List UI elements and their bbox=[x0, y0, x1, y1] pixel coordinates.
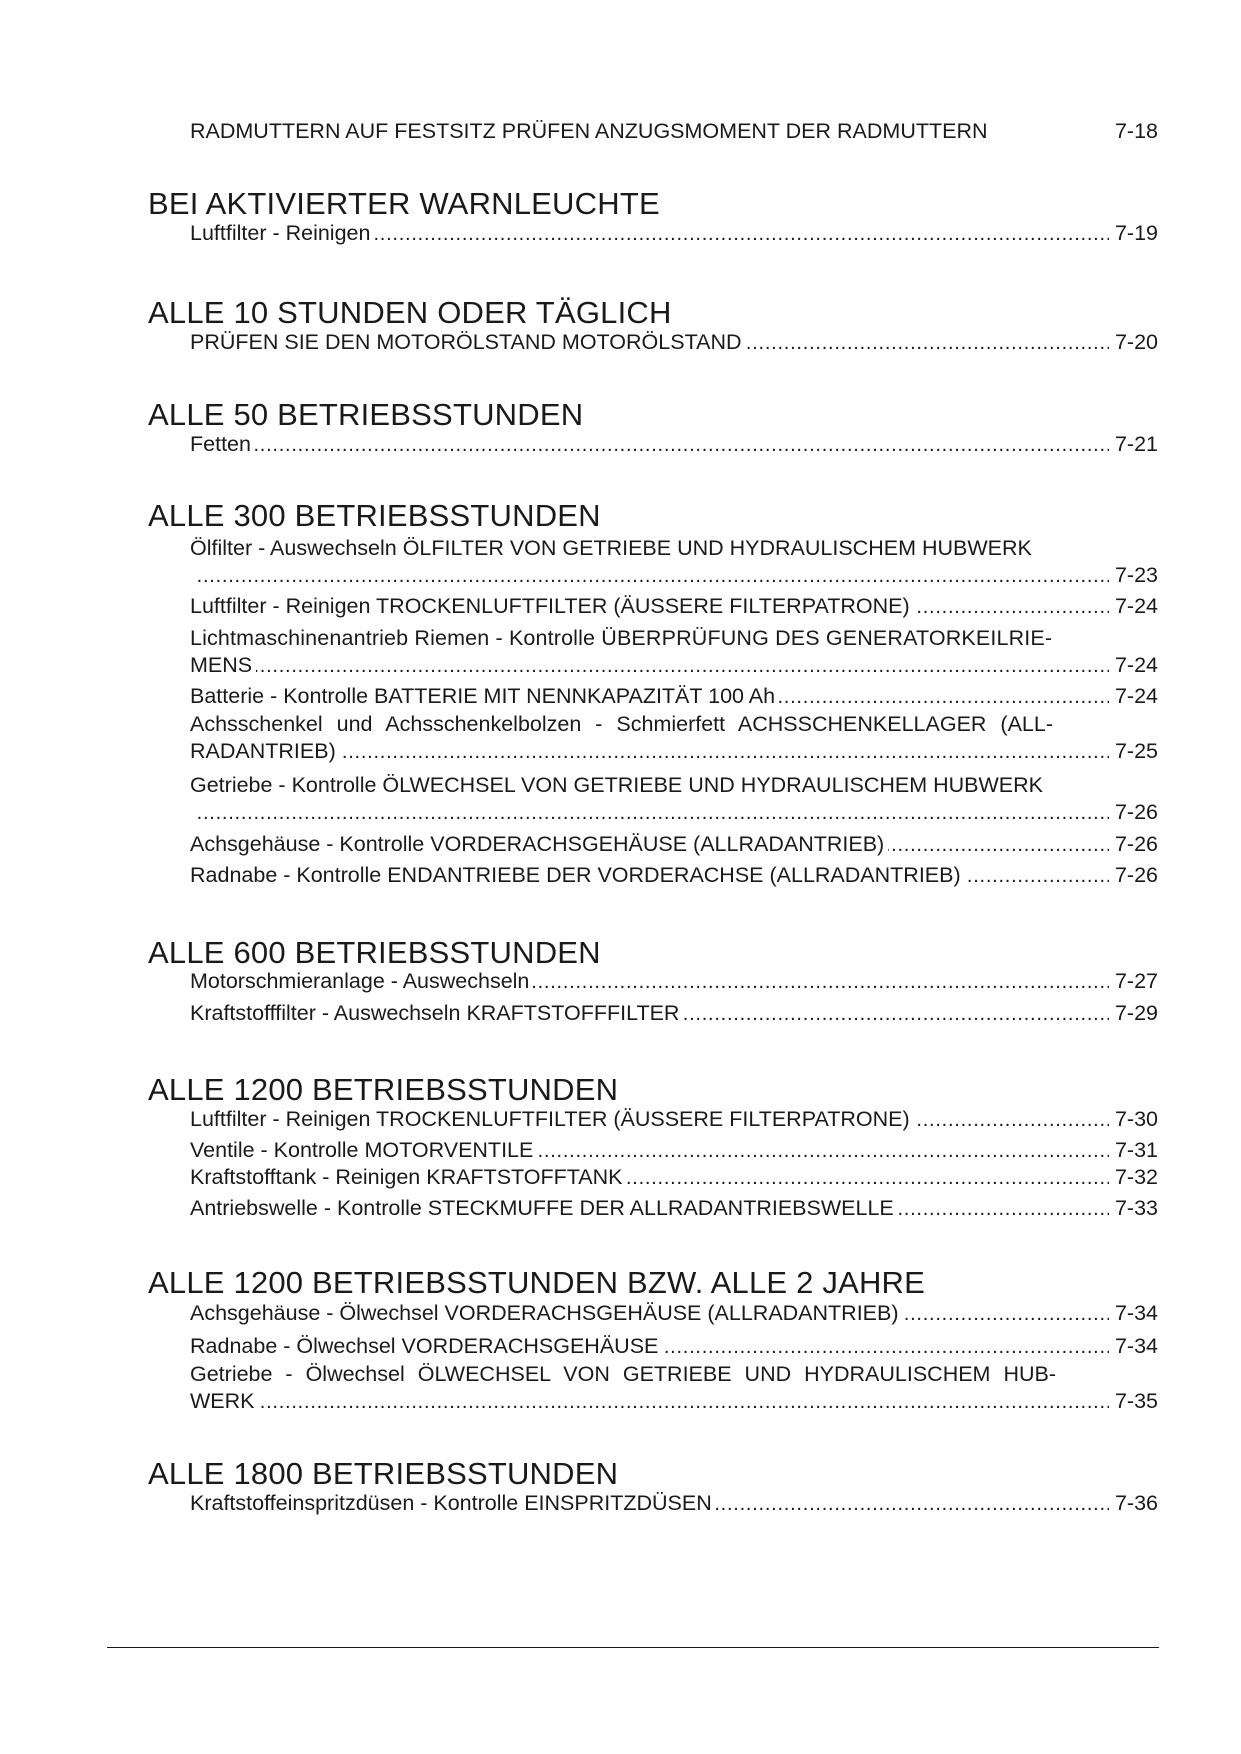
toc-entry[interactable] bbox=[190, 1333, 1158, 1360]
toc-entry[interactable] bbox=[190, 535, 1158, 589]
toc-entry-page: 7-24 bbox=[1114, 684, 1158, 708]
toc-entry[interactable] bbox=[190, 1000, 1158, 1027]
toc-entry-text: Radnabe - Kontrolle ENDANTRIEBE DER VORDERACHSE (ALLRADANTRIEB) bbox=[190, 863, 961, 887]
dot-leader bbox=[374, 221, 1109, 248]
toc-entry-text: WERK bbox=[190, 1389, 255, 1413]
toc-entry-text: Batterie - Kontrolle BATTERIE MIT NENNKAPAZITÄT 100 Ah bbox=[190, 684, 776, 708]
toc-entry[interactable] bbox=[190, 831, 1158, 858]
toc-entry[interactable] bbox=[190, 862, 1158, 889]
toc-entry-page: 7-20 bbox=[1114, 330, 1158, 354]
toc-entry-text: Kraftstofftank - Reinigen KRAFTSTOFFTANK bbox=[190, 1165, 623, 1189]
toc-entry-page: 7-36 bbox=[1114, 1491, 1158, 1515]
dot-leader bbox=[965, 863, 1109, 890]
toc-entry-page: 7-26 bbox=[1114, 863, 1158, 887]
section-title-300-betriebsstunden: ALLE 300 BETRIEBSSTUNDEN bbox=[148, 498, 601, 533]
toc-entry-text: Luftfilter - Reinigen TROCKENLUFTFILTER (ÄUSSERE FILTERPATRONE) bbox=[190, 594, 910, 618]
dot-leader bbox=[340, 739, 1109, 766]
toc-entry[interactable] bbox=[190, 593, 1158, 620]
toc-entry-text: MENS bbox=[190, 653, 253, 677]
toc-entry-text: Antriebswelle - Kontrolle STECKMUFFE DER ALLRADANTRIEBSWELLE bbox=[190, 1196, 894, 1220]
toc-entry-page: 7-24 bbox=[1114, 653, 1158, 677]
toc-entry-radmuttern[interactable] bbox=[190, 118, 1158, 145]
toc-entry[interactable] bbox=[190, 1164, 1158, 1191]
footer-rule bbox=[107, 1647, 1159, 1648]
toc-entry-page: 7-27 bbox=[1114, 969, 1158, 993]
toc-entry[interactable] bbox=[190, 711, 1158, 765]
dot-leader bbox=[256, 653, 1109, 680]
section-title-50-betriebsstunden: ALLE 50 BETRIEBSSTUNDEN bbox=[148, 397, 584, 432]
toc-entry[interactable] bbox=[190, 625, 1158, 679]
toc-entry-line1: Lichtmaschinenantrieb Riemen - Kontrolle ÜBERPRÜFUNG DES GENERATORKEILRIE- bbox=[190, 626, 1053, 650]
dot-leader bbox=[683, 1001, 1108, 1028]
toc-entry[interactable] bbox=[190, 968, 1158, 995]
toc-entry[interactable] bbox=[190, 1137, 1158, 1164]
toc-entry-text: Achsgehäuse - Ölwechsel VORDERACHSGEHÄUSE (ALLRADANTRIEB) bbox=[190, 1301, 899, 1325]
dot-leader bbox=[627, 1165, 1109, 1192]
toc-entry-row bbox=[190, 118, 1158, 145]
toc-entry-page: 7-34 bbox=[1114, 1334, 1158, 1358]
toc-entry-page: 7-31 bbox=[1114, 1138, 1158, 1162]
toc-entry[interactable] bbox=[190, 220, 1158, 247]
dot-leader bbox=[196, 800, 1109, 827]
toc-entry-text: Kraftstofffilter - Auswechseln KRAFTSTOFFFILTER bbox=[190, 1001, 680, 1025]
dot-leader bbox=[196, 563, 1109, 590]
toc-entry-page: 7-33 bbox=[1114, 1196, 1158, 1220]
toc-entry-text: PRÜFEN SIE DEN MOTORÖLSTAND MOTORÖLSTAND bbox=[190, 330, 742, 354]
toc-entry-page: 7-29 bbox=[1114, 1001, 1158, 1025]
toc-entry-line1: Ölfilter - Auswechseln ÖLFILTER VON GETRIEBE UND HYDRAULISCHEM HUBWERK bbox=[190, 536, 1032, 560]
toc-entry[interactable] bbox=[190, 329, 1158, 356]
toc-entry[interactable] bbox=[190, 1361, 1158, 1415]
dot-leader bbox=[716, 1491, 1109, 1518]
toc-entry-page: 7-26 bbox=[1114, 832, 1158, 856]
dot-leader bbox=[537, 1138, 1109, 1165]
toc-entry-page: 7-32 bbox=[1114, 1165, 1158, 1189]
toc-entry-line1: Achsschenkel und Achsschenkelbolzen - Schmierfett ACHSSCHENKELLAGER (ALL- bbox=[190, 712, 1053, 736]
toc-entry-text: Radnabe - Ölwechsel VORDERACHSGEHÄUSE bbox=[190, 1334, 659, 1358]
dot-leader bbox=[903, 1301, 1109, 1328]
toc-entry[interactable] bbox=[190, 1490, 1158, 1517]
toc-entry-line1: Getriebe - Ölwechsel ÖLWECHSEL VON GETRIEBE UND HYDRAULISCHEM HUB- bbox=[190, 1362, 1056, 1386]
dot-leader bbox=[898, 1196, 1109, 1223]
toc-entry-page: 7-35 bbox=[1114, 1389, 1158, 1413]
toc-entry[interactable] bbox=[190, 1300, 1158, 1327]
toc-entry-page: 7-18 bbox=[1114, 119, 1158, 143]
toc-entry-page: 7-25 bbox=[1114, 739, 1158, 763]
toc-entry-page: 7-26 bbox=[1114, 800, 1158, 824]
dot-leader bbox=[914, 594, 1109, 621]
toc-entry[interactable] bbox=[190, 772, 1158, 826]
toc-entry[interactable] bbox=[190, 683, 1158, 710]
toc-entry-page: 7-23 bbox=[1114, 563, 1158, 587]
dot-leader bbox=[746, 330, 1109, 357]
dot-leader bbox=[888, 832, 1109, 859]
toc-entry-page: 7-19 bbox=[1114, 221, 1158, 245]
dot-leader bbox=[662, 1334, 1109, 1361]
toc-entry-page: 7-30 bbox=[1114, 1107, 1158, 1131]
toc-entry-page: 7-34 bbox=[1114, 1301, 1158, 1325]
section-title-10-stunden: ALLE 10 STUNDEN ODER TÄGLICH bbox=[148, 295, 672, 330]
section-title-1800-betriebsstunden: ALLE 1800 BETRIEBSSTUNDEN bbox=[148, 1456, 619, 1491]
toc-entry-line1: Getriebe - Kontrolle ÖLWECHSEL VON GETRIEBE UND HYDRAULISCHEM HUBWERK bbox=[190, 773, 1044, 797]
toc-entry-text: Motorschmieranlage - Auswechseln bbox=[190, 969, 530, 993]
dot-leader bbox=[259, 1389, 1109, 1416]
dot-leader bbox=[914, 1107, 1109, 1134]
toc-entry-text: RADANTRIEB) bbox=[190, 739, 336, 763]
toc-entry[interactable] bbox=[190, 1106, 1158, 1133]
toc-entry-text: Luftfilter - Reinigen bbox=[190, 221, 371, 245]
toc-entry[interactable] bbox=[190, 1195, 1158, 1222]
toc-entry-text: Ventile - Kontrolle MOTORVENTILE bbox=[190, 1138, 534, 1162]
dot-leader bbox=[533, 969, 1109, 996]
dot-leader bbox=[255, 432, 1109, 459]
toc-entry-text: RADMUTTERN AUF FESTSITZ PRÜFEN ANZUGSMOMENT DER RADMUTTERN bbox=[190, 119, 988, 143]
section-title-warnleuchte: BEI AKTIVIERTER WARNLEUCHTE bbox=[148, 186, 660, 221]
toc-entry-text: Achsgehäuse - Kontrolle VORDERACHSGEHÄUSE (ALLRADANTRIEB) bbox=[190, 832, 885, 856]
toc-entry-page: 7-24 bbox=[1114, 594, 1158, 618]
section-title-1200-betriebsstunden: ALLE 1200 BETRIEBSSTUNDEN bbox=[148, 1072, 619, 1107]
toc-entry-text: Kraftstoffeinspritzdüsen - Kontrolle EINSPRITZDÜSEN bbox=[190, 1491, 712, 1515]
dot-leader bbox=[779, 684, 1109, 711]
toc-entry-text: Fetten bbox=[190, 432, 251, 456]
section-title-1200-bzw-2-jahre: ALLE 1200 BETRIEBSSTUNDEN BZW. ALLE 2 JAHRE bbox=[148, 1265, 926, 1300]
toc-entry-page: 7-21 bbox=[1114, 432, 1158, 456]
toc-entry-text: Luftfilter - Reinigen TROCKENLUFTFILTER (ÄUSSERE FILTERPATRONE) bbox=[190, 1107, 910, 1131]
toc-entry[interactable] bbox=[190, 431, 1158, 458]
section-title-600-betriebsstunden: ALLE 600 BETRIEBSSTUNDEN bbox=[148, 935, 601, 970]
